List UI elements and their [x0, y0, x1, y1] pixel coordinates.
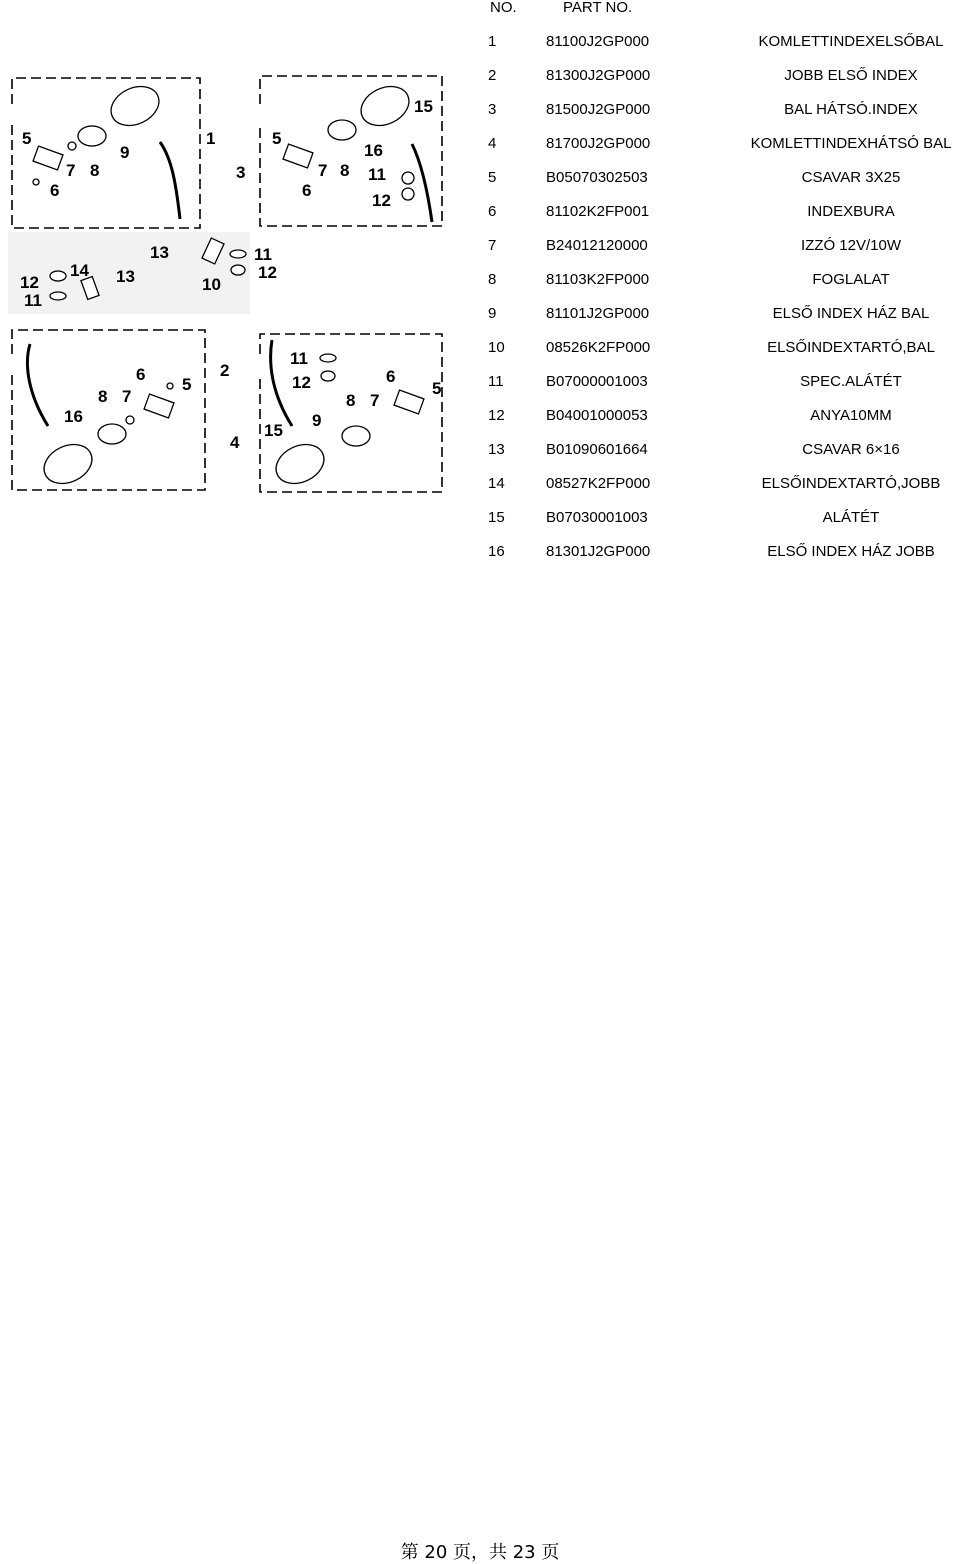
row-description: KOMLETTINDEXHÁTSÓ BAL — [750, 135, 952, 152]
row-part-no: B04001000053 — [546, 407, 648, 424]
callout-label: 12 — [292, 373, 311, 392]
row-description: JOBB ELSŐ INDEX — [784, 67, 918, 84]
callout-label: 7 — [66, 161, 76, 180]
callout-label: 9 — [120, 143, 130, 162]
row-part-no: 81301J2GP000 — [546, 543, 651, 560]
row-description: INDEXBURA — [807, 203, 895, 220]
row-no: 9 — [488, 305, 497, 322]
row-part-no: 81102K2FP001 — [546, 203, 650, 220]
header-part-no: PART NO. — [563, 0, 633, 16]
exploded-parts-diagram — [0, 64, 470, 500]
row-description: IZZÓ 12V/10W — [800, 237, 902, 254]
row-part-no: B05070302503 — [546, 169, 648, 186]
callout-label: 12 — [20, 273, 39, 292]
callout-label: 11 — [254, 245, 272, 264]
table-row — [0, 34, 960, 68]
row-no: 3 — [488, 101, 497, 118]
row-description: CSAVAR 6×16 — [802, 441, 900, 458]
row-no: 12 — [488, 407, 505, 424]
row-no: 13 — [488, 441, 505, 458]
row-description: BAL HÁTSÓ.INDEX — [784, 101, 918, 118]
table-row — [0, 510, 960, 544]
row-no: 5 — [488, 169, 497, 186]
row-part-no: 81300J2GP000 — [546, 67, 651, 84]
row-no: 15 — [488, 509, 505, 526]
callout-label: 16 — [64, 407, 83, 426]
row-no: 7 — [488, 237, 497, 254]
callout-label: 12 — [372, 191, 391, 210]
header-no: NO. — [490, 0, 517, 16]
callout-label: 5 — [272, 129, 282, 148]
row-description: FOGLALAT — [812, 271, 890, 288]
callout-label: 6 — [386, 367, 396, 386]
callout-label: 6 — [50, 181, 60, 200]
row-part-no: B07000001003 — [546, 373, 648, 390]
callout-label: 5 — [22, 129, 32, 148]
callout-label: 11 — [368, 165, 386, 184]
callout-label: 7 — [318, 161, 328, 180]
row-part-no: 81700J2GP000 — [546, 135, 651, 152]
callout-label: 16 — [364, 141, 383, 160]
callout-label: 10 — [202, 275, 221, 294]
callout-label: 3 — [236, 163, 246, 182]
callout-label: 13 — [150, 243, 169, 262]
callout-label: 11 — [290, 349, 308, 368]
row-description: KOMLETTINDEXELSŐBAL — [758, 33, 944, 50]
row-part-no: 81103K2FP000 — [546, 271, 650, 288]
callout-label: 8 — [346, 391, 356, 410]
row-no: 1 — [488, 33, 497, 50]
table-row — [0, 544, 960, 578]
row-part-no: B01090601664 — [546, 441, 648, 458]
callout-label: 2 — [220, 361, 230, 380]
callout-label: 8 — [90, 161, 100, 180]
row-no: 8 — [488, 271, 497, 288]
callout-label: 6 — [302, 181, 312, 200]
callout-label: 15 — [264, 421, 283, 440]
row-description: ANYA10MM — [810, 407, 892, 424]
row-description: ELSŐINDEXTARTÓ,JOBB — [761, 475, 941, 492]
callout-label: 4 — [230, 433, 240, 452]
row-no: 14 — [488, 475, 505, 492]
row-no: 11 — [488, 373, 504, 390]
callout-label: 8 — [98, 387, 108, 406]
callout-label: 11 — [24, 291, 42, 310]
row-part-no: B24012120000 — [546, 237, 648, 254]
row-no: 16 — [488, 543, 505, 560]
row-part-no: 81100J2GP000 — [546, 33, 650, 50]
row-no: 6 — [488, 203, 497, 220]
callout-label: 1 — [206, 129, 216, 148]
row-no: 2 — [488, 67, 497, 84]
row-description: ALÁTÉT — [822, 509, 880, 526]
row-part-no: 81500J2GP000 — [546, 101, 651, 118]
row-no: 4 — [488, 135, 497, 152]
callout-label: 6 — [136, 365, 146, 384]
page-footer: 第 20 页，共 23 页 — [400, 1542, 560, 1563]
callout-label: 12 — [258, 263, 277, 282]
callout-label: 5 — [432, 379, 442, 398]
callout-label: 9 — [312, 411, 322, 430]
row-description: SPEC.ALÁTÉT — [800, 373, 902, 390]
callout-label: 13 — [116, 267, 135, 286]
callout-label: 15 — [414, 97, 433, 116]
callout-label: 7 — [122, 387, 132, 406]
row-description: ELSŐ INDEX HÁZ JOBB — [767, 543, 935, 560]
callout-label: 7 — [370, 391, 380, 410]
row-description: ELSŐ INDEX HÁZ BAL — [772, 305, 930, 322]
row-description: ELSŐINDEXTARTÓ,BAL — [767, 339, 935, 356]
row-part-no: 08527K2FP000 — [546, 475, 651, 492]
callout-label: 8 — [340, 161, 350, 180]
row-part-no: 08526K2FP000 — [546, 339, 651, 356]
row-no: 10 — [488, 339, 505, 356]
row-part-no: B07030001003 — [546, 509, 648, 526]
row-part-no: 81101J2GP000 — [546, 305, 650, 322]
callout-label: 5 — [182, 375, 192, 394]
callout-label: 14 — [70, 261, 89, 280]
row-description: CSAVAR 3X25 — [801, 169, 901, 186]
